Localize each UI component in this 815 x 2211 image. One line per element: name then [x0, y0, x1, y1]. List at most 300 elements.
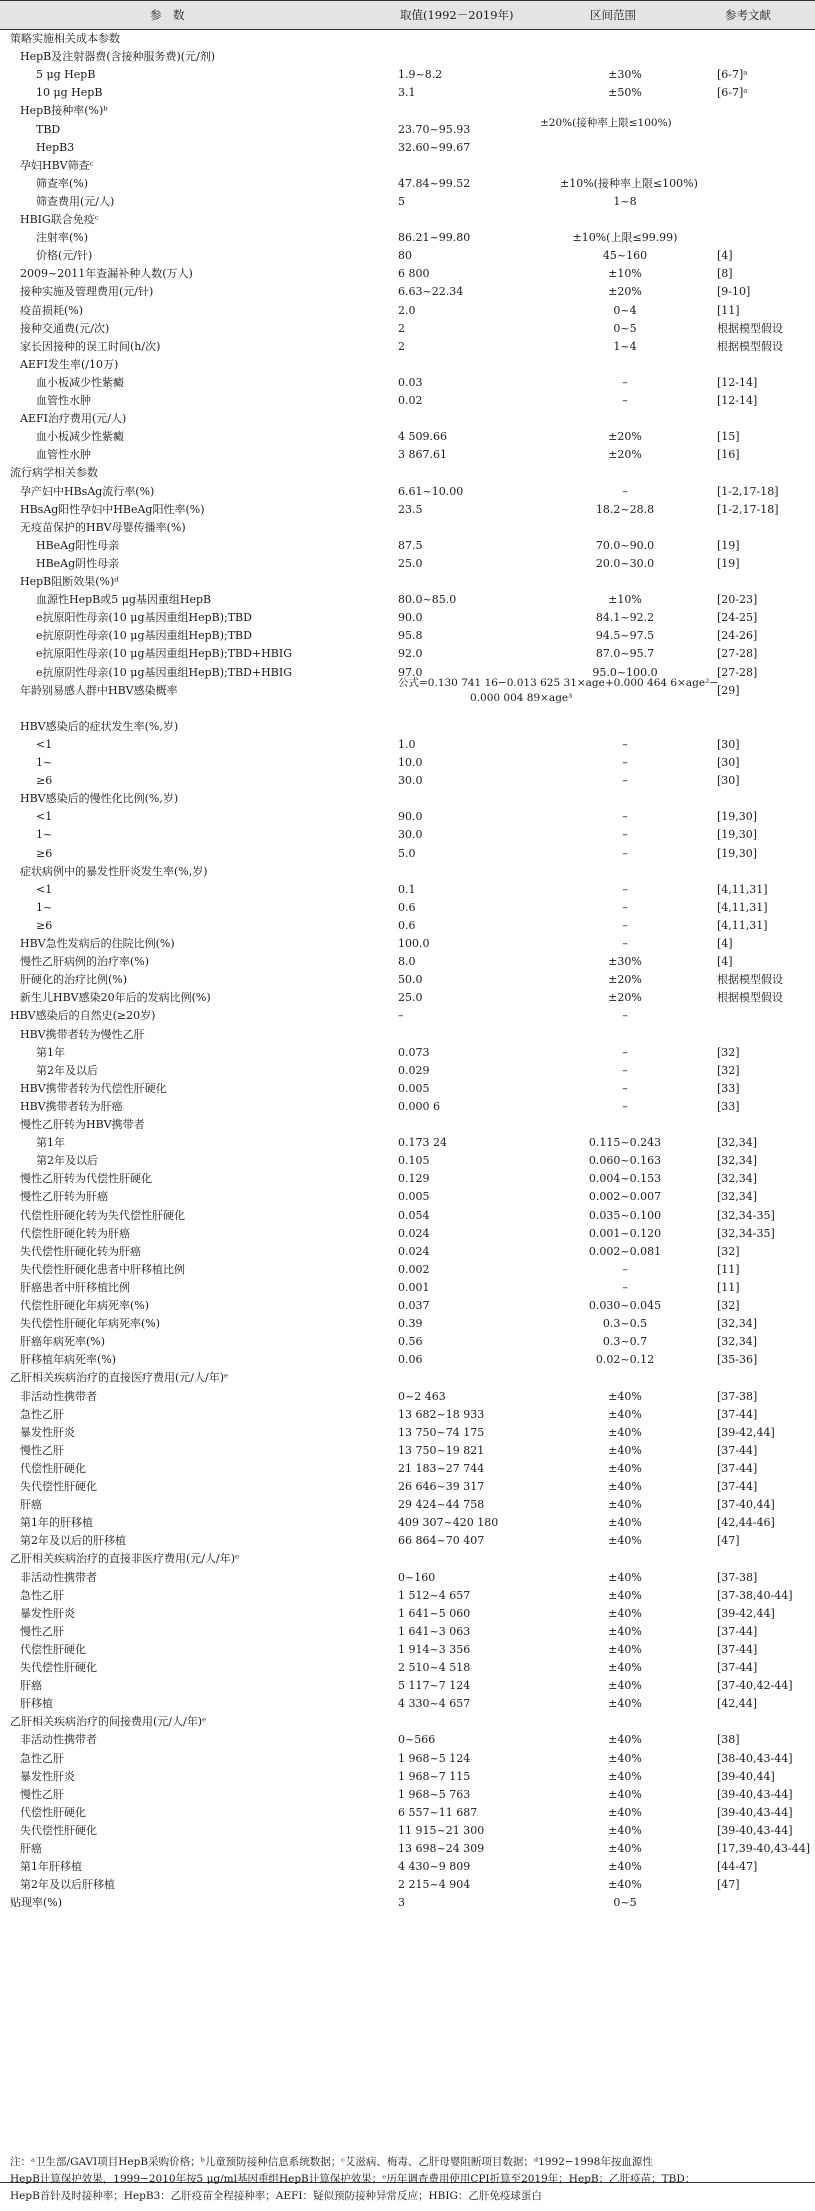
table-row	[0, 953, 815, 971]
table-row	[0, 1297, 815, 1315]
table-row	[0, 1243, 815, 1261]
param-cell: ≥6	[36, 774, 53, 788]
table-row	[0, 645, 815, 663]
value-cell: 0.6	[398, 918, 416, 932]
value-cell: 100.0	[398, 937, 430, 950]
ref-cell: [32,34]	[717, 1190, 758, 1204]
ref-cell: [37-44]	[717, 1443, 758, 1457]
param-cell: 第2年及以后	[36, 1154, 98, 1168]
value-cell: 0.002	[398, 1262, 430, 1276]
range-cell: ±40%	[608, 1642, 642, 1656]
table-row	[0, 1713, 815, 1731]
param-cell: 家长因接种的误工时间(h/次)	[20, 339, 161, 353]
param-cell: HBV急性发病后的住院比例(%)	[20, 937, 175, 950]
table-row	[0, 1695, 815, 1713]
ref-cell: [11]	[717, 1280, 740, 1294]
ref-cell: [1-2,17-18]	[717, 502, 779, 516]
table-row	[0, 1098, 815, 1116]
ref-cell: [37-40,44]	[717, 1498, 775, 1512]
param-cell: 失代偿性肝硬化患者中肝移植比例	[20, 1262, 185, 1276]
range-cell: ±40%	[608, 1878, 642, 1892]
value-cell: 1.9~8.2	[398, 68, 443, 82]
value-cell: 2 510~4 518	[398, 1661, 471, 1674]
ref-cell: [32,34-35]	[717, 1226, 775, 1240]
param-cell: 乙肝相关疾病治疗的直接医疗费用(元/人/年)ᵉ	[10, 1371, 229, 1385]
table-row	[0, 754, 815, 772]
table-row	[0, 1207, 815, 1225]
value-cell: 0.000 6	[398, 1099, 440, 1113]
range-cell: ±40%	[608, 1733, 642, 1747]
table-row	[0, 1170, 815, 1188]
value-cell: 5 117~7 124	[398, 1679, 471, 1693]
table-row	[0, 501, 815, 519]
range-cell: –	[622, 737, 628, 751]
range-cell: –	[622, 1045, 628, 1059]
range-cell: ±40%	[608, 1769, 642, 1783]
param-cell: 第2年及以后肝移植	[20, 1878, 115, 1892]
formula-line1: 公式=0.130 741 16−0.013 625 31×age+0.000 464 6×age²−	[398, 677, 719, 689]
table-row	[0, 247, 815, 265]
range-cell: ±10%	[608, 593, 642, 607]
value-cell: 90.0	[398, 810, 423, 824]
range-cell: –	[622, 937, 628, 950]
param-cell: 乙肝相关疾病治疗的直接非医疗费用(元/人/年)ᵉ	[10, 1552, 240, 1566]
table-row	[0, 609, 815, 627]
ref-cell: [15]	[717, 430, 740, 444]
param-cell: 非活动性携带者	[20, 1389, 97, 1403]
param-cell: 乙肝相关疾病治疗的间接费用(元/人/年)ᵉ	[10, 1715, 207, 1729]
range-cell: 0.3~0.5	[602, 1317, 648, 1331]
value-cell: 0.06	[398, 1353, 423, 1367]
ref-cell: 根据模型假设	[717, 339, 783, 353]
value-cell: 8.0	[398, 955, 416, 969]
table-row	[0, 1659, 815, 1677]
range-cell: ±20%	[608, 448, 642, 462]
range-cell: ±10%(上限≤99.99)	[572, 231, 678, 245]
range-cell: –	[622, 1262, 628, 1276]
value-cell: 0.005	[398, 1081, 430, 1095]
range-cell: 0~5	[613, 1896, 637, 1910]
param-cell: 慢性乙肝	[20, 1787, 64, 1801]
param-cell: 肝癌患者中肝移植比例	[20, 1280, 130, 1294]
table-row	[0, 519, 815, 537]
range-cell: –	[622, 1280, 628, 1294]
table-row	[0, 1587, 815, 1605]
param-cell: 血管性水肿	[36, 394, 91, 407]
value-cell: 1 641~5 060	[398, 1606, 471, 1620]
hepb-rate-range: ±20%(接种率上限≤100%)	[540, 117, 672, 129]
param-cell: 1~	[36, 828, 53, 842]
range-cell: ±20%	[608, 285, 642, 299]
range-cell: –	[622, 846, 628, 860]
table-row	[0, 700, 815, 718]
param-cell: 慢性乙肝转为代偿性肝硬化	[20, 1172, 152, 1186]
value-cell: 1 968~5 763	[398, 1787, 471, 1801]
table-row	[0, 1514, 815, 1532]
param-cell: 代偿性肝硬化转为失代偿性肝硬化	[20, 1208, 185, 1222]
param-cell: 慢性乙肝转为HBV携带者	[20, 1118, 145, 1131]
table-row	[0, 410, 815, 428]
ref-cell: [4]	[717, 937, 733, 950]
param-cell: 失代偿性肝硬化	[20, 1661, 97, 1674]
param-cell: 慢性乙肝转为肝癌	[20, 1190, 108, 1204]
value-cell: 3.1	[398, 86, 416, 100]
range-cell: ±30%	[608, 68, 642, 82]
param-cell: 筛查费用(元/人)	[36, 194, 115, 208]
value-cell: 92.0	[398, 647, 423, 661]
range-cell: ±40%	[608, 1407, 642, 1421]
value-cell: 0.02	[398, 394, 423, 407]
note-line1: 注：ᵃ卫生部/GAVI项目HepB采购价格；ᵇ儿童预防接种信息系统数据；ᶜ艾滋病、梅毒、乙肝母婴阻断项目数据；ᵈ1992−1998年按血源性	[10, 2156, 653, 2168]
value-cell: 47.84~99.52	[398, 176, 471, 190]
range-cell: ±40%	[608, 1443, 642, 1457]
range-cell: 70.0~90.0	[595, 538, 655, 552]
table-row	[0, 1750, 815, 1768]
range-cell: 0.001~0.120	[588, 1226, 662, 1240]
param-cell: 2009~2011年查漏补种人数(万人)	[20, 267, 193, 281]
range-cell: ±40%	[608, 1697, 642, 1711]
range-cell: ±40%	[608, 1823, 642, 1837]
param-cell: 慢性乙肝病例的治疗率(%)	[20, 955, 150, 969]
table-row	[0, 881, 815, 899]
ref-cell: [32,34]	[717, 1172, 758, 1186]
range-cell: –	[622, 1063, 628, 1077]
param-cell: 急性乙肝	[20, 1407, 64, 1421]
table-row	[0, 627, 815, 645]
ref-cell: [32,34-35]	[717, 1208, 775, 1222]
param-cell: 肝癌年病死率(%)	[20, 1335, 106, 1349]
value-cell: 0.001	[398, 1280, 430, 1294]
value-cell: 6 557~11 687	[398, 1805, 478, 1819]
table-row	[0, 1641, 815, 1659]
value-cell: 32.60~99.67	[398, 140, 471, 154]
table-row	[0, 1279, 815, 1297]
range-cell: 0.004~0.153	[588, 1172, 662, 1186]
range-cell: –	[622, 1009, 628, 1023]
ref-cell: [39-40,43-44]	[717, 1787, 793, 1801]
value-cell: 80.0~85.0	[398, 593, 457, 607]
param-cell: 血小板减少性紫癜	[36, 430, 124, 444]
range-cell: ±40%	[608, 1624, 642, 1638]
param-cell: 年龄别易感人群中HBV感染概率	[20, 683, 178, 697]
param-cell: 非活动性携带者	[20, 1733, 97, 1747]
ref-cell: [11]	[717, 303, 740, 317]
range-cell: –	[622, 774, 628, 788]
table-row	[0, 1333, 815, 1351]
table-row	[0, 917, 815, 935]
ref-cell: [33]	[717, 1081, 740, 1095]
ref-cell: [32]	[717, 1045, 740, 1059]
range-cell: ±40%	[608, 1805, 642, 1819]
ref-cell: [38-40,43-44]	[717, 1751, 793, 1765]
range-cell: 0.002~0.007	[588, 1190, 662, 1204]
param-cell: 肝癌	[20, 1679, 42, 1693]
value-cell: 0~160	[398, 1570, 436, 1584]
value-cell: 13 698~24 309	[398, 1842, 485, 1855]
ref-cell: [32]	[717, 1299, 740, 1312]
value-cell: 10.0	[398, 756, 423, 769]
param-cell: AEFI发生率(/10万)	[20, 357, 119, 371]
table-row	[0, 591, 815, 609]
value-cell: 0.037	[398, 1299, 430, 1312]
value-cell: 66 864~70 407	[398, 1534, 485, 1548]
param-cell: 慢性乙肝	[20, 1443, 64, 1457]
param-cell: HepB及注射器费(含接种服务费)(元/剂)	[20, 50, 216, 64]
value-cell: 95.8	[398, 629, 423, 643]
range-cell: –	[622, 918, 628, 932]
ref-cell: [35-36]	[717, 1353, 758, 1367]
value-cell: 90.0	[398, 611, 423, 625]
param-cell: 非活动性携带者	[20, 1570, 97, 1584]
param-cell: HBV感染后的症状发生率(%,岁)	[20, 719, 179, 733]
table-row	[0, 1315, 815, 1333]
param-cell: 失代偿性肝硬化转为肝癌	[20, 1244, 141, 1258]
table-row	[0, 1550, 815, 1568]
value-cell: 30.0	[398, 828, 423, 842]
param-cell: HepB3	[36, 140, 75, 154]
param-cell: HepB接种率(%)ᵇ	[20, 104, 108, 118]
ref-cell: [6-7]ᵃ	[717, 68, 748, 82]
range-cell: ±40%	[608, 1751, 642, 1765]
ref-cell: [37-44]	[717, 1661, 758, 1674]
value-cell: 87.5	[398, 538, 423, 552]
table-row	[0, 84, 815, 102]
range-cell: –	[622, 375, 628, 389]
ref-cell: [9-10]	[717, 285, 751, 299]
table-row	[0, 899, 815, 917]
range-cell: ±40%	[608, 1842, 642, 1855]
ref-cell: [38]	[717, 1733, 740, 1747]
value-cell: 6.61~10.00	[398, 484, 464, 498]
ref-cell: [4,11,31]	[717, 900, 768, 914]
table-row	[0, 845, 815, 863]
range-cell: 20.0~30.0	[595, 556, 655, 570]
ref-cell: [39-40,44]	[717, 1769, 775, 1783]
table-row	[0, 302, 815, 320]
param-cell: 注射率(%)	[36, 231, 89, 245]
value-cell: 97.0	[398, 665, 423, 679]
range-cell: ±40%	[608, 1480, 642, 1493]
ref-cell: [27-28]	[717, 665, 758, 679]
param-cell: 血小板减少性紫癜	[36, 375, 124, 389]
value-cell: 2 215~4 904	[398, 1878, 471, 1892]
param-cell: 第2年及以后	[36, 1063, 98, 1077]
param-cell: 暴发性肝炎	[20, 1769, 75, 1783]
range-cell: –	[622, 900, 628, 914]
table-row	[0, 1605, 815, 1623]
ref-cell: [30]	[717, 756, 740, 769]
param-cell: 接种交通费(元/次)	[20, 321, 110, 335]
table-row	[0, 392, 815, 410]
table-row	[0, 1406, 815, 1424]
value-cell: 1.0	[398, 737, 416, 751]
ref-cell: [37-38]	[717, 1389, 758, 1403]
param-cell: TBD	[36, 122, 61, 136]
table-row	[0, 537, 815, 555]
param-cell: 孕妇HBV筛查ᶜ	[20, 158, 94, 172]
value-cell: 5.0	[398, 846, 416, 860]
table-row	[0, 573, 815, 591]
param-cell: HBV感染后的自然史(≥20岁)	[10, 1009, 156, 1023]
value-cell: 29 424~44 758	[398, 1498, 485, 1512]
ref-cell: [39-42,44]	[717, 1606, 775, 1620]
value-cell: 409 307~420 180	[398, 1516, 499, 1530]
header-ref: 参考文献	[725, 8, 771, 22]
table-row	[0, 1840, 815, 1858]
param-cell: 急性乙肝	[20, 1588, 64, 1602]
ref-cell: [19]	[717, 556, 740, 570]
value-cell: 50.0	[398, 973, 423, 987]
table-row	[0, 1894, 815, 1912]
table-row	[0, 157, 815, 175]
ref-cell: [42,44]	[717, 1697, 758, 1711]
range-cell: 0.030~0.045	[588, 1299, 662, 1312]
value-cell: 0.6	[398, 900, 416, 914]
range-cell: 18.2~28.8	[595, 502, 655, 516]
ref-cell: [30]	[717, 737, 740, 751]
value-cell: 4 509.66	[398, 430, 447, 444]
ref-cell: [24-25]	[717, 611, 758, 625]
table-row	[0, 1786, 815, 1804]
value-cell: 23.5	[398, 502, 423, 516]
range-cell: 0.002~0.081	[588, 1244, 662, 1258]
table-row	[0, 320, 815, 338]
table-row	[0, 1351, 815, 1369]
ref-cell: [12-14]	[717, 375, 758, 389]
ref-cell: [30]	[717, 774, 740, 788]
table-row	[0, 555, 815, 573]
table-row	[0, 1134, 815, 1152]
header-value: 取值(1992－2019年)	[400, 8, 514, 22]
range-cell: ±10%(接种率上限≤100%)	[560, 176, 698, 190]
table-row	[0, 211, 815, 229]
range-cell: ±30%	[608, 955, 642, 969]
param-cell: 血源性HepB或5 μg基因重组HepB	[36, 593, 212, 607]
ref-cell: [37-40,42-44]	[717, 1679, 793, 1693]
table-row	[0, 1116, 815, 1134]
param-cell: e抗原阴性母亲(10 μg基因重组HepB);TBD	[36, 629, 252, 643]
range-cell: –	[622, 1099, 628, 1113]
range-cell: ±40%	[608, 1425, 642, 1439]
table-row	[0, 1731, 815, 1749]
param-cell: HepB阻断效果(%)ᵈ	[20, 575, 119, 588]
value-cell: 0~2 463	[398, 1389, 446, 1403]
range-cell: –	[622, 484, 628, 498]
ref-cell: [17,39-40,43-44]	[717, 1842, 810, 1855]
table-row	[0, 772, 815, 790]
table-row	[0, 1369, 815, 1387]
range-cell: 0.060~0.163	[588, 1154, 662, 1168]
value-cell: 13 682~18 933	[398, 1407, 485, 1421]
value-cell: 0.173 24	[398, 1136, 447, 1150]
param-cell: HBeAg阳性母亲	[36, 538, 120, 552]
ref-cell: [32,34]	[717, 1317, 758, 1331]
ref-cell: [19,30]	[717, 846, 758, 860]
ref-cell: [32]	[717, 1063, 740, 1077]
value-cell: 80	[398, 249, 412, 263]
table-row	[0, 139, 815, 157]
param-cell: 代偿性肝硬化年病死率(%)	[20, 1299, 150, 1312]
value-cell: 23.70~95.93	[398, 122, 471, 136]
value-cell: 1 914~3 356	[398, 1642, 471, 1656]
param-cell: 策略实施相关成本参数	[10, 32, 120, 45]
ref-cell: [20-23]	[717, 593, 758, 607]
table-row	[0, 102, 815, 120]
value-cell: 0.1	[398, 882, 416, 896]
table-row	[0, 935, 815, 953]
param-cell: 暴发性肝炎	[20, 1425, 75, 1439]
table-row	[0, 1442, 815, 1460]
ref-cell: 根据模型假设	[717, 991, 783, 1005]
param-cell: HBeAg阴性母亲	[36, 556, 120, 570]
param-cell: ≥6	[36, 846, 53, 860]
ref-cell: [37-38,40-44]	[717, 1588, 793, 1602]
value-cell: 1 968~5 124	[398, 1751, 471, 1765]
range-cell: 84.1~92.2	[595, 611, 655, 625]
ref-cell: [19]	[717, 538, 740, 552]
value-cell: –	[398, 1009, 404, 1023]
value-cell: 86.21~99.80	[398, 231, 471, 245]
table-row	[0, 283, 815, 301]
value-cell: 4 330~4 657	[398, 1697, 471, 1711]
value-cell: 2.0	[398, 303, 416, 317]
param-cell: 肝癌	[20, 1842, 42, 1855]
range-cell: 87.0~95.7	[595, 647, 655, 661]
ref-cell: [19,30]	[717, 810, 758, 824]
value-cell: 0.39	[398, 1317, 423, 1331]
ref-cell: [37-44]	[717, 1461, 758, 1475]
value-cell: 6 800	[398, 267, 430, 281]
ref-cell: [33]	[717, 1099, 740, 1113]
ref-cell: [4,11,31]	[717, 918, 768, 932]
range-cell: ±40%	[608, 1498, 642, 1512]
range-cell: ±20%	[608, 430, 642, 444]
range-cell: ±20%	[608, 991, 642, 1005]
param-cell: HBV携带者转为代偿性肝硬化	[20, 1081, 167, 1095]
range-cell: ±10%	[608, 267, 642, 281]
param-cell: 筛查率(%)	[36, 176, 89, 190]
value-cell: 0.129	[398, 1172, 430, 1186]
param-cell: <1	[36, 737, 53, 751]
header-range: 区间范围	[590, 8, 636, 22]
param-cell: 肝移植年病死率(%)	[20, 1353, 117, 1367]
value-cell: 0~566	[398, 1733, 436, 1747]
ref-cell: [8]	[717, 267, 733, 281]
range-cell: –	[622, 828, 628, 842]
table-row	[0, 1424, 815, 1442]
param-cell: 代偿性肝硬化	[20, 1642, 86, 1656]
param-cell: 贴现率(%)	[10, 1896, 63, 1910]
table-row	[0, 1532, 815, 1550]
ref-cell: [47]	[717, 1878, 740, 1892]
param-cell: 孕产妇中HBsAg流行率(%)	[20, 484, 155, 498]
table-row	[0, 808, 815, 826]
table-row	[0, 483, 815, 501]
value-cell: 1 512~4 657	[398, 1588, 471, 1602]
ref-cell: [32,34]	[717, 1335, 758, 1349]
table-row	[0, 826, 815, 844]
formula-line2: 0.000 004 89×age³	[470, 692, 573, 704]
param-cell: 疫苗损耗(%)	[20, 303, 84, 317]
param-cell: 失代偿性肝硬化	[20, 1480, 97, 1493]
ref-cell: [16]	[717, 448, 740, 462]
param-cell: 肝移植	[20, 1697, 53, 1711]
note-line2: HepB计算保护效果，1999−2010年按5 μg/ml基因重组HepB计算保护效果；ᵉ历年调查费用使用CPI折算至2019年；HepB：乙肝疫苗；TBD：	[10, 2173, 696, 2185]
table-row	[0, 1080, 815, 1098]
param-cell: 肝癌	[20, 1498, 42, 1512]
table-row	[0, 736, 815, 754]
table-row	[0, 1388, 815, 1406]
